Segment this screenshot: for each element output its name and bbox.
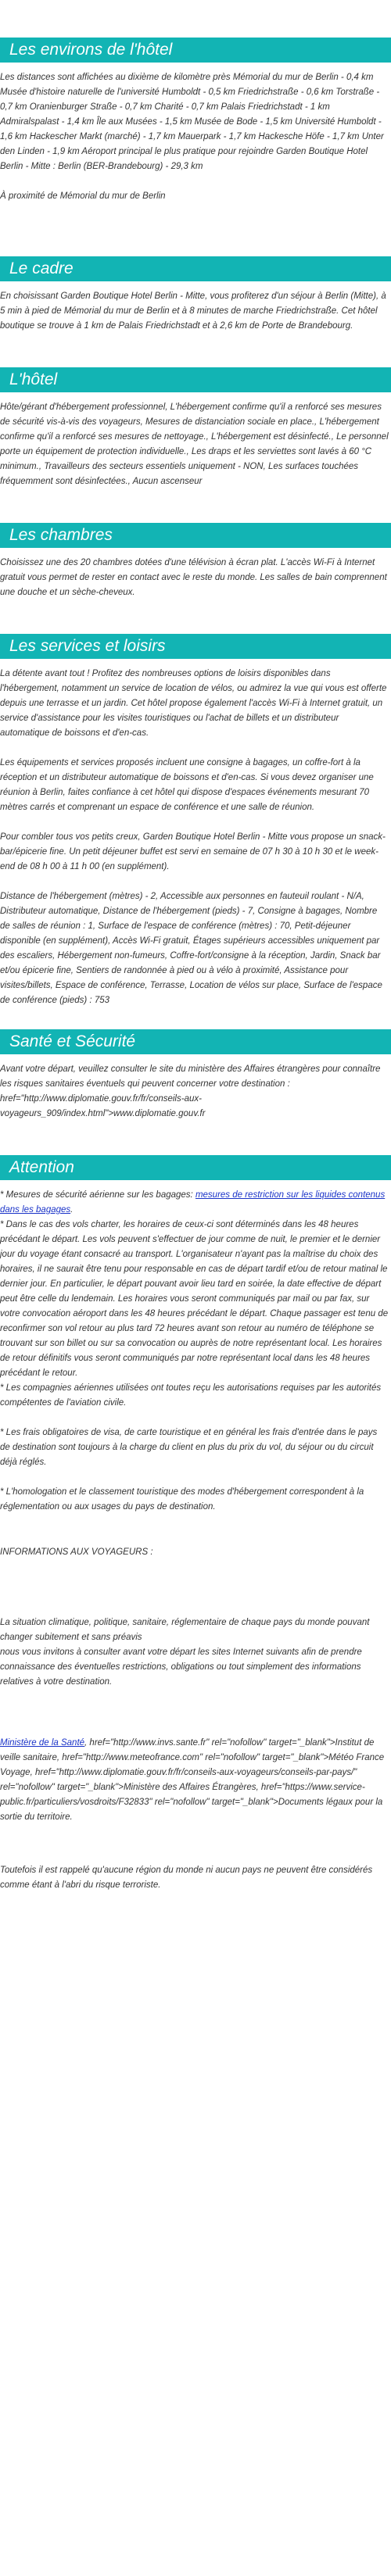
services-amenities-text: Distance de l'hébergement (mètres) - 2, Accessible aux personnes en fauteuil roulant - N/A, Distributeur automatique, Distance de l'hébergement (pieds) - 7, Consigne à bagages, Nombre de salles de réunion : 1, Surface de l'espace de conférence (mètres) : 70, Petit-déjeuner disponible (en supplément), Accès Wi-Fi gratuit, Étages supérieurs accessibles uniquement par des escaliers, Hébergement non-fumeurs, Coffre-fort/consigne à la réception, Jardin, Snack bar et/ou épicerie fine, Sentiers de randonnée à pied ou à vélo à proximité, Assistance pour visites/billets, Espace de conférence, Terrasse, Location de vélos sur place, Surface de l'espace de conférence (pieds) : 753 bbox=[0, 892, 382, 1005]
attention-homologation-text: * L'homologation et le classement touristique des modes d'hébergement correspondent à la réglementation ou aux usages du pays de destination. bbox=[0, 1487, 364, 1512]
attention-consult-text: nous vous invitons à consulter avant votre départ les sites Internet suivants afin de prendre connaissance des éventuelles restrictions, obligations ou tout simplement des informations relatives à votre destination. bbox=[0, 1648, 362, 1687]
section-title-hotel: L'hôtel bbox=[0, 367, 391, 392]
attention-links-text bbox=[0, 1736, 391, 1825]
sante-text: Avant votre départ, veuillez consulter le site du ministère des Affaires étrangères pour connaître les risques sanitaires éventuels qui peuvent concerner votre destination : href="http://www.diplomatie.gouv.fr/fr/conseils-aux-voyageurs_909/index.html">www.diplomatie.gouv.fr bbox=[0, 1064, 381, 1118]
section-services bbox=[0, 634, 391, 1008]
baggage-suffix: . bbox=[70, 1205, 74, 1215]
chambres-text: Choisissez une des 20 chambres dotées d'une télévision à écran plat. L'accès Wi-Fi à Internet gratuit vous permet de rester en contact avec le reste du monde. Les salles de bain comprennent une douche et un sèche-cheveux. bbox=[0, 558, 387, 597]
attention-info-heading: INFORMATIONS AUX VOYAGEURS : bbox=[0, 1547, 153, 1557]
section-chambres bbox=[0, 523, 391, 600]
section-attention bbox=[0, 1155, 391, 1893]
hotel-text: Hôte/gérant d'hébergement professionnel, L'hébergement confirme qu'il a renforcé ses mesures de sécurité vis-à-vis des voyageurs, Mesures de distanciation sociale en place., L'hébergement confirme qu'il a renforcé ses mesures de nettoyage., L'hébergement est désinfecté., Le personnel porte un équipement de protection individuelle., Les draps et les serviettes sont lavés à 60 °C minimum., Travailleurs des secteurs essentiels uniquement - NON, Les surfaces touchées fréquemment sont désinfectées., Aucun ascenseur bbox=[0, 402, 389, 486]
section-sante bbox=[0, 1029, 391, 1122]
attention-terrorism-text: Toutefois il est rappelé qu'aucune région du monde ni aucun pays ne peuvent être considérés comme étant à l'abri du risque terroriste. bbox=[0, 1866, 373, 1890]
section-title-sante: Santé et Sécurité bbox=[0, 1029, 391, 1054]
section-title-attention: Attention bbox=[0, 1155, 391, 1180]
attention-charter-text: * Dans le cas des vols charter, les horaires de ceux-ci sont déterminés dans les 48 heures précédant le départ. Les vols peuvent s'effectuer de jour comme de nuit, le premier et le dernier jour du voyage étant consacré au transport. L'organisateur n'ayant pas la maîtrise du choix des horaires, il ne saurait être tenu pour responsable en cas de départ tardif et/ou de retour matinal le dernier jour. En particulier, le départ pouvant avoir lieu tard en soirée, la date effective de départ peut être celle du lendemain. Les horaires vous seront communiqués par mail ou par fax, sur votre convocation aéroport dans les 48 heures précédant le départ. Chaque passager est tenu de reconfirmer son vol retour au plus tard 72 heures avant son retour au numéro de téléphone se trouvant sur son billet ou sur sa convocation ou auprès de notre représentant local. Les horaires de retour définitifs vous seront communiqués par notre représentant local dans les 48 heures précédant le retour. bbox=[0, 1220, 389, 1378]
section-hotel bbox=[0, 367, 391, 489]
services-leisure-text: La détente avant tout ! Profitez des nombreuses options de loisirs disponibles dans l'hébergement, notamment un service de location de vélos, ou admirez la vue qui vous est offerte depuis une terrasse et un jardin. Cet hôtel propose également l'accès Wi-Fi à Internet gratuit, un service d'assistance pour les visites touristiques ou l'achat de billets et un distributeur automatique de boissons et d'en-cas. bbox=[0, 669, 387, 738]
section-title-cadre: Le cadre bbox=[0, 256, 391, 281]
cadre-text: En choisissant Garden Boutique Hotel Berlin - Mitte, vous profiterez d'un séjour à Berlin (Mitte), à 5 min à pied de Mémorial du mur de Berlin et à 8 minutes de marche Friedrichstraße. Cet hôtel boutique se trouve à 1 km de Palais Friedrichstadt et à 2,6 km de Porte de Brandebourg. bbox=[0, 292, 386, 331]
ministry-health-link[interactable]: Ministère de la Santé bbox=[0, 1738, 85, 1748]
services-equipment-text: Les équipements et services proposés incluent une consigne à bagages, un coffre-fort à la réception et un distributeur automatique de boissons et d'en-cas. Si vous devez organiser une réunion à Berlin, faites confiance à cet hôtel qui dispose d'espaces événements mesurant 70 mètres carrés et comprenant un espace de conférence et une salle de réunion. bbox=[0, 758, 374, 812]
section-title-services: Les services et loisirs bbox=[0, 634, 391, 659]
attention-situation-text: La situation climatique, politique, sanitaire, réglementaire de chaque pays du monde pouvant changer subitement et sans préavis bbox=[0, 1618, 370, 1642]
environs-distances-text: Les distances sont affichées au dixième de kilomètre près Mémorial du mur de Berlin - 0,4 km Musée d'histoire naturelle de l'université Humboldt - 0,5 km Friedrichstraße - 0,6 km Torstraße - 0,7 km Oranienburger Straße - 0,7 km Charité - 0,7 km Palais Friedrichstadt - 1 km Admiralspalast - 1,4 km Île aux Musées - 1,5 km Musée de Bode - 1,5 km Université Humboldt - 1,6 km Hackescher Markt (marché) - 1,7 km Mauerpark - 1,7 km Hackesche Höfe - 1,7 km Unter den Linden - 1,9 km Aéroport principal le plus pratique pour rejoindre Garden Boutique Hotel Berlin - Mitte : Berlin (BER-Brandebourg) - 29,3 km bbox=[0, 73, 384, 171]
section-title-chambres: Les chambres bbox=[0, 523, 391, 548]
services-dining-text: Pour combler tous vos petits creux, Garden Boutique Hotel Berlin - Mitte vous propose un snack-bar/épicerie fine. Un petit déjeuner buffet est servi en semaine de 07 h 30 à 10 h 30 et le week-end de 08 h 00 à 11 h 00 (en supplément). bbox=[0, 832, 386, 871]
attention-baggage-text bbox=[0, 1188, 391, 1218]
attention-airlines-text: * Les compagnies aériennes utilisées ont toutes reçu les autorisations requises par les autorités compétentes de l'aviation civile. bbox=[0, 1383, 382, 1408]
section-title-environs: Les environs de l'hôtel bbox=[0, 38, 391, 63]
environs-proximity-text: À proximité de Mémorial du mur de Berlin bbox=[0, 191, 166, 201]
attention-visa-text: * Les frais obligatoires de visa, de carte touristique et en général les frais d'entrée dans le pays de destination sont toujours à la charge du client en plus du prix du vol, du séjour ou du circuit déjà réglés. bbox=[0, 1428, 378, 1467]
baggage-prefix: * Mesures de sécurité aérienne sur les bagages: bbox=[0, 1190, 196, 1200]
section-cadre bbox=[0, 256, 391, 334]
links-list-text: , href="http://www.invs.sante.fr" rel="nofollow" target="_blank">Institut de veille sanitaire, href="http://www.meteofrance.com" rel="nofollow" target="_blank">Météo France Voyage, href="http://www.diplomatie.gouv.fr/fr/conseils-aux-voyageurs/conseils-par-pays/" rel="nofollow" target="_blank">Ministère des Affaires Étrangères, href="https://www.service-public.fr/particuliers/vosdroits/F32833" rel="nofollow" target="_blank">Documents légaux pour la sortie du territoire. bbox=[0, 1738, 385, 1822]
section-environs bbox=[0, 0, 391, 204]
liquid-restrictions-link[interactable]: mesures de restriction sur les liquides contenus dans les bagages bbox=[0, 1190, 386, 1215]
